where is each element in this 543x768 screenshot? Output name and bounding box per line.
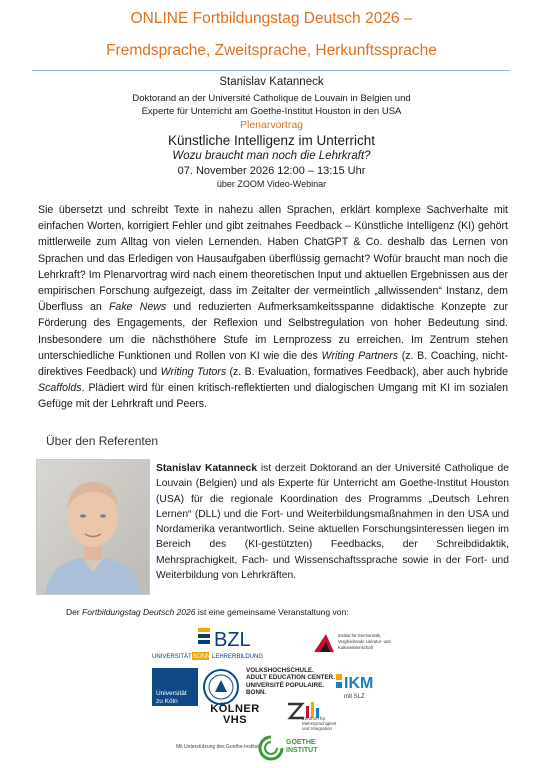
abstract-part5: . Plädiert wird für einen kritisch-reflektierten und dialogischen Umgang mit KI im sozialen Gefüge mit der Lehrkraft und Peers. (38, 382, 508, 411)
institut-germanistik-logo (312, 628, 392, 658)
abstract-em-writing-partners: Writing Partners (321, 349, 399, 362)
header-divider (32, 70, 510, 71)
abstract-em-writing-tutors: Writing Tutors (160, 366, 227, 379)
goethe-support-caption: Mit Unterstützung des Goethe-Instituts (176, 744, 262, 750)
referent-bio (156, 461, 509, 583)
zmi-line1: Zentrum für (302, 716, 326, 721)
zmi-line3: und Integration (302, 726, 333, 731)
talk-title: Künstliche Intelligenz im Unterricht (167, 133, 376, 148)
koeln-line1: Universität (156, 690, 187, 697)
bio-name: Stanislav Katanneck (156, 463, 258, 474)
kvhs-line2: VHS (222, 714, 248, 726)
bzl-caption-a: UNIVERSITÄT (152, 654, 192, 660)
organizers-line (66, 607, 349, 617)
inst-line1: Institut für Germanistik, (338, 633, 382, 638)
uni-koeln-logo (152, 668, 198, 706)
speaker-affiliation-line2: Experte für Unterricht am Goethe-Institut Houston in den USA (141, 106, 402, 117)
abstract-part4: (z. B. Evaluation, formatives Feedback), aber auch hybride (226, 366, 508, 379)
uni-koeln-seal-icon (202, 668, 240, 706)
zmi-line2: Mehrsprachigkeit (302, 721, 337, 726)
bio-text: ist derzeit Doktorand an der Université Catholique de Louvain (Belgien) und als Experte für Unterricht am Goethe-Institut Houston (USA) für die regionale Koordination des Programms „Deutsch Lehren Lernen“ (DLL) und die Fort- und Weiterbildungsmaßnahmen in den USA und Nordamerika verantwortlich. Seine aktuellen Forschungsinteressen liegen im Bereich des (KI-gestützten) Feedbacks, der Schreibdidaktik, Mehrsprachigkeit, Fach- und Wissenschaftssprache sowie in der Fort- und Weiterbildung von Lehrkräften. (156, 463, 509, 582)
talk-subtitle: Wozu braucht man noch die Lehrkraft? (172, 150, 371, 162)
goethe-institut-logo-icon (258, 735, 284, 761)
goethe-line2: INSTITUT (286, 747, 318, 754)
abstract-part3: (z. B. Coaching, nicht-direktives Feedback) und (38, 349, 508, 379)
referent-heading: Über den Referenten (46, 434, 159, 448)
organizers-prefix: Der (66, 607, 83, 617)
vhs-line1: VOLKSHOCHSCHULE. (246, 667, 314, 674)
inst-line3: Kulturwissenschaft (338, 645, 373, 650)
goethe-line1: GOETHE (286, 739, 316, 746)
talk-platform: über ZOOM Video-Webinar (216, 179, 327, 189)
koeln-line2: zu Köln (156, 698, 178, 705)
kvhs-line1: KÖLNER (210, 703, 260, 715)
speaker-affiliation-line1: Doktorand an der Université Catholique de Louvain in Belgien und (132, 93, 411, 104)
vhs-line2: ADULT EDUCATION CENTER. (246, 674, 335, 682)
inst-line2: Vergleichende Literatur- und (338, 639, 391, 644)
abstract-part2: und reduzierten Aufmerksamkeitsspanne didaktische Konzepte zur Förderung des Engagements, der Reflexion und Selbstregulation von hoher Bedeutung sind. Insbesondere um die nächsthöhere Stufe im Lernprozess zu erreichen. Im Zentrum stehen unterschiedliche Funktionen und Rollen von KI wie die des (38, 301, 509, 362)
ikm-text: IKM (344, 675, 374, 692)
vhs-line3: UNIVERSITÉ POPULAIRE. (246, 681, 325, 689)
organizers-event-name: Fortbildungstag Deutsch 2026 (82, 607, 196, 617)
ikm-sub: mit SLZ (344, 694, 365, 700)
abstract-text (38, 202, 508, 413)
event-title-line2: Fremdsprache, Zweitsprache, Herkunftssprache (106, 42, 437, 59)
koelner-vhs-logo (204, 704, 266, 726)
event-title-line1: ONLINE Fortbildungstag Deutsch 2026 – (130, 10, 413, 27)
abstract-part1: Sie übersetzt und schreibt Texte in nahezu allen Sprachen, erklärt komplexe Sachverhalte mit einfachen Worten, korrigiert Fehler und gibt zeitnahes Feedback – Künstliche Intelligenz (KI) gehört mittlerweile zum Alltag von vielen Lernenden. Haben ChatGPT & Co. deshalb das Lernen von Sprachen und das Erledigen von Hausaufgaben überflüssig gemacht? Wofür braucht man noch die Lehrkraft? Im Plenarvortrag wird nach einem theoretischen Input und aktuellen Ergebnissen aus der empirischen Forschung aufgezeigt, dass im Zeitalter der vermeintlich „allwissenden“ Instanz, dem Überfluss an (38, 204, 508, 314)
talk-date: 07. November 2026 12:00 – 13:15 Uhr (177, 165, 366, 177)
goethe-institut-text (286, 739, 318, 755)
vhs-bonn-logo (246, 667, 342, 697)
speaker-name: Stanislav Katanneck (219, 76, 324, 88)
speaker-portrait (36, 459, 150, 595)
bzl-caption-b: BONN (193, 654, 211, 660)
bzl-caption-c: LEHRERBILDUNG (212, 654, 264, 660)
zmi-logo-text (302, 716, 352, 731)
bzl-logo (152, 626, 282, 662)
abstract-em-fake-news: Fake News (108, 301, 167, 314)
bzl-logo-text: BZL (214, 629, 251, 651)
organizers-suffix: ist eine gemeinsame Veranstaltung von: (195, 607, 349, 617)
vhs-line4: BONN. (246, 689, 267, 697)
ikm-logo (336, 670, 384, 704)
abstract-em-scaffolds: Scaffolds (38, 382, 82, 395)
talk-type: Plenarvortrag (239, 119, 304, 131)
